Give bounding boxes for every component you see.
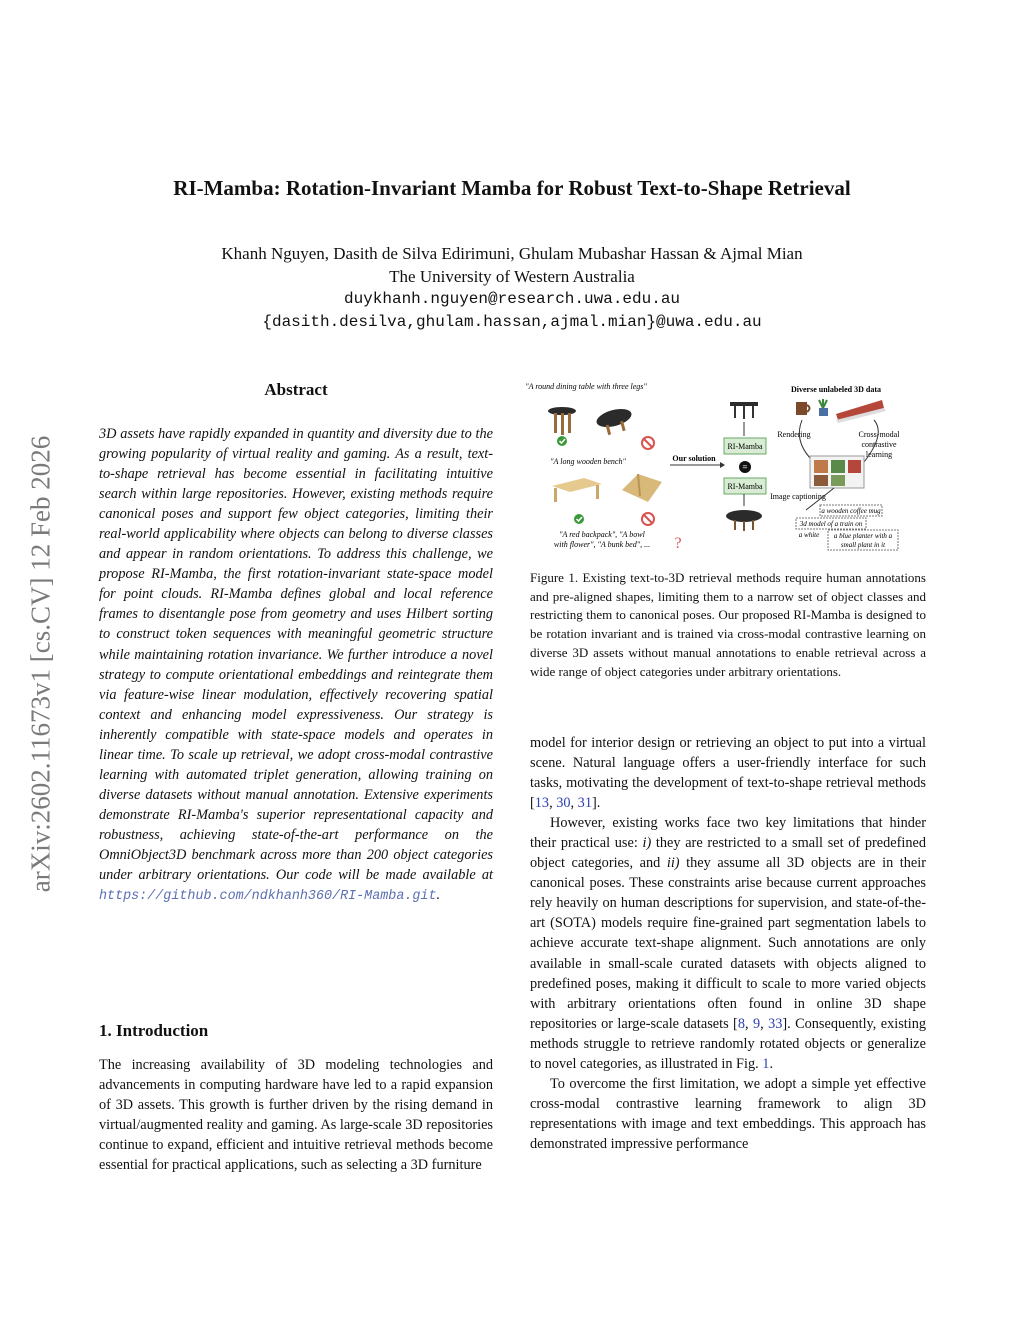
abstract-heading: Abstract bbox=[264, 380, 328, 399]
query-bench: "A long wooden bench" bbox=[550, 457, 626, 466]
caption-text: Figure 1. Existing text-to-3D retrieval methods require human annotations and pre-aligned shapes, limiting them to a narrow set of object classes and restricting them to canonical poses. Our proposed RI-Mamba is designed to be rotation invariant and is trained via cross-modal contrastive learning on diverse 3D assets without manual annotations to enable retrieval across a wide range of object categories under arbitrary orientations. bbox=[530, 570, 926, 679]
plant-shape bbox=[819, 399, 828, 416]
right-paragraph-3: To overcome the first limitation, we adopt a simple yet effective cross-modal contrastive learning framework to align 3D representations with image and text embeddings. This approach has demonstrated impressive performance bbox=[530, 1075, 926, 1152]
text-run: However, existing works face two key limitations that hinder their practical use: bbox=[530, 815, 926, 852]
rotated-bench-shape bbox=[622, 474, 662, 502]
diverse-data-label: Diverse unlabeled 3D data bbox=[791, 385, 881, 394]
text-run: i) bbox=[642, 835, 652, 852]
text-run: ]. bbox=[591, 795, 601, 812]
arxiv-sidebar bbox=[16, 374, 66, 954]
cross-modal-label-3: learning bbox=[865, 450, 893, 459]
cross-modal-label-2: contrastive bbox=[861, 440, 897, 449]
intro-left-column bbox=[99, 1055, 493, 1175]
citation-link[interactable]: 8 bbox=[737, 1015, 745, 1032]
citation-link[interactable]: 31 bbox=[577, 795, 592, 812]
our-solution-label: Our solution bbox=[672, 454, 716, 463]
figure-1-caption bbox=[530, 569, 926, 681]
abstract-body bbox=[99, 424, 493, 907]
cross-modal-label-1: Cross-modal bbox=[858, 430, 900, 439]
text-run: they assume all 3D objects are in their canonical poses. These constraints arise because current approaches rely heavily on human descriptions for supervision, and state-of-the-art (SOTA) models require fine-grained part segmentation labels to achieve accurate text-shape alignment. Such annotations are only available in small-scale curated datasets with objects aligned to predefined poses, making it difficult to scale to more varied objects with arbitrary orientations often found in online 3D shape repositories or large-scale datasets [ bbox=[530, 855, 926, 1032]
query-table: "A round dining table with three legs" bbox=[525, 382, 647, 391]
ri-mamba-label-bottom: RI-Mamba bbox=[727, 482, 763, 491]
train-shape bbox=[836, 400, 886, 423]
citation-link[interactable]: 30 bbox=[556, 795, 571, 812]
section-heading-introduction: 1. Introduction bbox=[99, 1021, 209, 1040]
email-group: {dasith.desilva,ghulam.hassan,ajmal.mian}@uwa.edu.au bbox=[262, 313, 762, 331]
arxiv-identifier: arXiv:2602.11673v1 [cs.CV] 12 Feb 2026 bbox=[25, 435, 56, 893]
figure-reference-link[interactable]: 1 bbox=[762, 1055, 770, 1072]
bench-shape bbox=[552, 478, 602, 502]
caption-planter-a: a blue planter with a bbox=[833, 532, 893, 540]
caption-planter-b: small plant in it bbox=[840, 541, 886, 549]
abstract-end: . bbox=[436, 887, 441, 904]
intro-paragraph: The increasing availability of 3D modeling technologies and advancements in computing hardware have led to a rapid expansion of 3D assets. This growth is further driven by the rising demand in virtual/augmented reality and gaming. As large-scale 3D repositories continue to expand, efficient and intuitive retrieval methods become essential for practical applications, such as selecting a 3D furniture bbox=[99, 1057, 493, 1174]
intro-right-column bbox=[530, 733, 926, 1154]
paper-title: RI-Mamba: Rotation-Invariant Mamba for Robust Text-to-Shape Retrieval bbox=[173, 176, 851, 200]
text-run: ii) bbox=[666, 855, 680, 872]
rotated-table-mid bbox=[726, 510, 762, 531]
equals-symbol: = bbox=[742, 462, 748, 472]
text-run: . bbox=[769, 1055, 774, 1072]
rotated-table-shape bbox=[595, 406, 636, 438]
captioning-label: Image captioning bbox=[770, 492, 826, 501]
question-icon: ? bbox=[674, 535, 682, 552]
text-run: they are restricted to a small set of predefined object categories, and bbox=[530, 835, 926, 872]
right-paragraph-1: model for interior design or retrieving an object to put into a virtual scene. Natural language offers a user-friendly interface for such tasks, motivating the development of text-to-shape retrieval methods [13, 30, 31]. bbox=[530, 735, 926, 812]
upright-table-mid bbox=[730, 402, 758, 419]
ri-mamba-label-top: RI-Mamba bbox=[727, 442, 763, 451]
abstract-text: 3D assets have rapidly expanded in quantity and diversity due to the growing popularity of virtual reality and gaming. As a result, text-to-shape retrieval has become essential in facilitating intuitive search within large repositories. However, existing methods require canonical poses and support few object categories, limiting their real-world applicability where objects can belong to diverse classes and appear in random orientations. To address this challenge, we propose RI-Mamba, the first rotation-invariant state-space model for point clouds. RI-Mamba defines global and local reference frames to disentangle pose from geometry and uses Hilbert sorting to construct token sequences with meaningful geometric structure while maintaining rotation invariance. We further introduce a novel strategy to compute orientational embeddings and reintegrate them via feature-wise linear modulation, effectively recovering spatial context and enhancing model expressiveness. Our strategy is inherently compatible with state-space models and operates in linear time. To scale up retrieval, we adopt cross-modal contrastive learning with automated triplet generation, allowing training on diverse datasets without manual annotation. Extensive experiments demonstrate RI-Mamba's superior representational capacity and robustness, achieving state-of-the-art performance on the OmniObject3D benchmark across more than 200 object categories under arbitrary orientations. Our code will be made available at bbox=[99, 426, 493, 884]
mug-shape bbox=[796, 402, 810, 415]
round-table-shape bbox=[548, 407, 576, 435]
query-other-a: "A red backpack", "A bowl bbox=[559, 530, 645, 539]
check-icon bbox=[557, 436, 567, 446]
query-other-b: with flower", "A bunk bed", ... bbox=[553, 540, 651, 549]
code-link[interactable]: https://github.com/ndkhanh360/RI-Mamba.git bbox=[99, 889, 437, 905]
text-run: model for interior design or retrieving an object to put into a virtual scene. Natural language offers a user-friendly interface for such tasks, motivating the development of text-to-shape retrieval methods [ bbox=[530, 735, 926, 812]
email-primary: duykhanh.nguyen@research.uwa.edu.au bbox=[343, 290, 681, 308]
caption-train-end: a white bbox=[798, 531, 820, 539]
rendering-label: Rendering bbox=[777, 430, 811, 439]
citation-link[interactable]: 33 bbox=[768, 1015, 783, 1032]
check-icon bbox=[574, 514, 584, 524]
figure-1 bbox=[525, 378, 914, 556]
right-paragraph-2: However, existing works face two key limitations that hinder their practical use: i) they are restricted to a small set of predefined object categories, and ii) they assume all 3D objects are in their canonical poses. These constraints arise because current approaches rely heavily on human descriptions for supervision, and state-of-the-art (SOTA) models require fine-grained part segmentation labels to achieve accurate text-shape alignment. Such annotations are only available in small-scale curated datasets with objects aligned to predefined poses, making it difficult to scale to more varied objects with arbitrary orientations often found in online 3D shape repositories or large-scale datasets [8, 9, 33]. Consequently, existing methods struggle to retrieve randomly rotated objects or generalize to novel categories, as illustrated in Fig. 1. bbox=[530, 815, 927, 1072]
text-run: ]. Consequently, existing methods struggle to retrieve randomly rotated objects or generalize to novel categories, as illustrated in Fig. bbox=[530, 1015, 927, 1072]
caption-train: 3d model of a train on bbox=[799, 520, 863, 528]
citation-link[interactable]: 13 bbox=[534, 795, 550, 812]
author-names: Khanh Nguyen, Dasith de Silva Edirimuni, Ghulam Mubashar Hassan & Ajmal Mian bbox=[221, 244, 803, 263]
citation-link[interactable]: 9 bbox=[752, 1015, 761, 1032]
author-block bbox=[0, 242, 1024, 334]
caption-mug: a wooden coffee mug bbox=[821, 507, 881, 515]
affiliation: The University of Western Australia bbox=[389, 267, 635, 286]
